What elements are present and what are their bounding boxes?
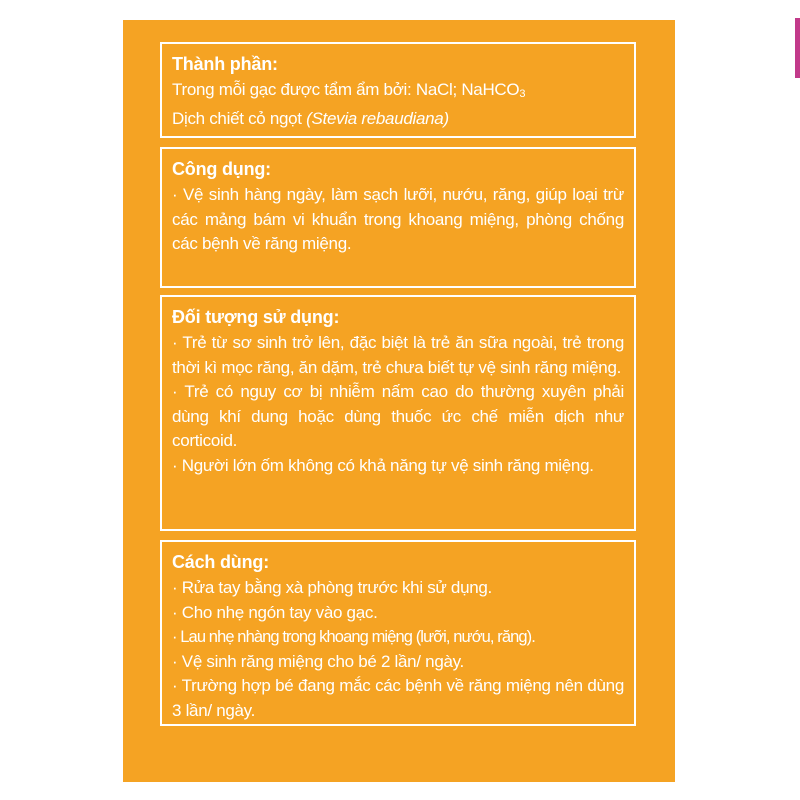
edge-color-strip — [795, 18, 800, 78]
target-users-title: Đối tượng sử dụng: — [172, 307, 340, 327]
target-users-item: · Người lớn ốm không có khả năng tự vệ sinh răng miệng. — [172, 455, 594, 475]
ingredients-title: Thành phần: — [172, 54, 278, 74]
target-users-item: · Trẻ từ sơ sinh trở lên, đặc biệt là trẻ ăn sữa ngoài, trẻ trong thời kì mọc răng, ăn dặm, trẻ chưa biết tự vệ sinh răng miệng. — [172, 333, 624, 377]
directions-item: · Lau nhẹ nhàng trong khoang miệng (lưỡi, nướu, răng). — [172, 628, 535, 647]
target-users-section — [160, 295, 636, 531]
ingredients-line-1 — [172, 78, 624, 107]
directions-item: · Cho nhẹ ngón tay vào gạc. — [172, 602, 378, 622]
uses-section — [160, 147, 636, 288]
directions-item: · Rửa tay bằng xà phòng trước khi sử dụng. — [172, 578, 492, 597]
ingredients-line-1-text: Trong mỗi gạc được tẩm ẩm bởi: NaCl; NaHCO — [172, 80, 520, 99]
uses-title: Công dụng: — [172, 159, 271, 179]
target-users-item: · Trẻ có nguy cơ bị nhiễm nấm cao do thường xuyên phải dùng khí dung hoặc dùng thuốc ức chế miễn dịch như corticoid. — [172, 382, 624, 451]
directions-item: · Trường hợp bé đang mắc các bệnh về răng miệng nên dùng 3 lần/ ngày. — [172, 676, 624, 720]
ingredients-line-2 — [172, 107, 624, 132]
directions-item: · Vệ sinh răng miệng cho bé 2 lần/ ngày. — [172, 651, 464, 671]
directions-section — [160, 540, 636, 726]
uses-item: · Vệ sinh hàng ngày, làm sạch lưỡi, nướu, răng, giúp loại trừ các mảng bám vi khuẩn trong khoang miệng, phòng chống các bệnh về răng miệng. — [172, 185, 624, 254]
ingredients-latin-name: (Stevia rebaudiana) — [306, 108, 449, 128]
directions-title: Cách dùng: — [172, 552, 269, 572]
ingredients-section — [160, 42, 636, 138]
ingredients-line-2-text: Dịch chiết cỏ ngọt — [172, 108, 307, 128]
ingredients-subscript: 3 — [519, 88, 526, 100]
